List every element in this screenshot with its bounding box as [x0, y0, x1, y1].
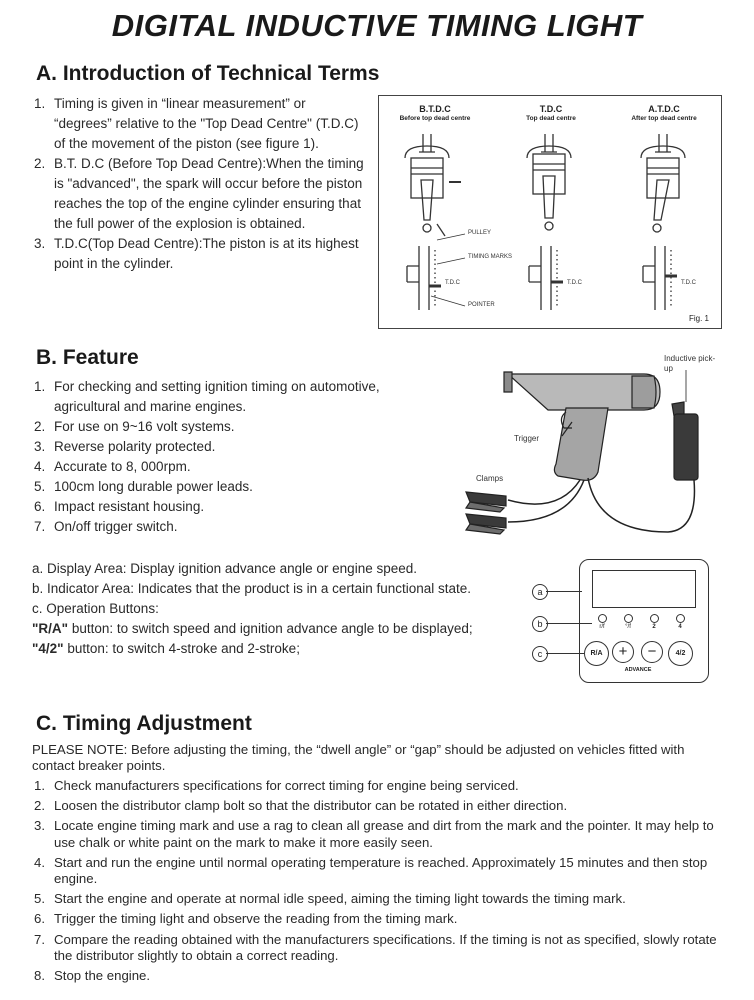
indicator-led [676, 614, 685, 623]
section-b-heading: B. Feature [36, 346, 139, 369]
section-c-note: PLEASE NOTE: Before adjusting the timing, the “dwell angle” or “gap” should be adjusted on vehicles fitted with contact breaker points. [32, 742, 685, 773]
callout-b: b [532, 616, 548, 632]
section-c-list [32, 778, 718, 984]
list-item: 1. Timing is given in “linear measurement” or “degrees” relative to the "Top Dead Centre" (T.D.C) of the movement of the piston (see figure 1). [34, 96, 359, 151]
indicator-label: 2 [652, 624, 656, 630]
timing-marks-label: TIMING MARKS [468, 254, 513, 260]
tdc-mark-label-1: T.D.C [445, 280, 460, 286]
callout-c-line [546, 653, 584, 654]
list-item: 4. Start and run the engine until normal operating temperature is reached. Approximately 15 minutes and then stop engine. [34, 854, 708, 887]
page-title: DIGITAL INDUCTIVE TIMING LIGHT [111, 8, 643, 43]
advance-label: ADVANCE [624, 667, 652, 673]
callout-a-line [546, 591, 582, 592]
pointer-label: POINTER [468, 302, 495, 308]
list-item: 6. Trigger the timing light and observe the reading from the timing mark. [34, 911, 458, 927]
42-button[interactable]: 4/2 [668, 641, 693, 666]
timing-gun-illustration [448, 352, 738, 552]
tdc-subtitle: Top dead centre [526, 115, 576, 122]
section-b-list [32, 377, 432, 537]
indicator-led [650, 614, 659, 623]
list-item: 2. For use on 9~16 volt systems. [34, 419, 235, 434]
callout-b-line [546, 623, 592, 624]
tdc-mark-label-2: T.D.C [567, 280, 582, 286]
list-item: 8. Stop the engine. [34, 968, 151, 984]
section-a-heading: A. Introduction of Technical Terms [36, 62, 380, 85]
42-button-line: "4/2" button: to switch 4-stroke and 2-stroke; [32, 641, 300, 656]
list-item: 7. Compare the reading obtained with the manufacturers specifications. If the timing is not as specified, slowly rotate the distributor slightly to obtain a correct reading. [34, 931, 717, 963]
list-item: 3. Locate engine timing mark and use a rag to clean all grease and dirt from the mark and the pointer. It may help to use chalk or white paint on the mark to make it more easily seen. [34, 818, 714, 850]
indicator-area [592, 614, 692, 636]
btdc-subtitle: Before top dead centre [399, 115, 471, 122]
list-item: 3. Reverse polarity protected. [34, 439, 216, 454]
indicator-led [598, 614, 607, 623]
pickup-label: Inductive pick-up [664, 354, 716, 373]
atdc-title: A.T.D.C [648, 104, 680, 114]
list-item: 1. For checking and setting ignition timing on automotive, agricultural and marine engines. [34, 379, 380, 414]
pulley-label: PULLEY [468, 230, 492, 236]
list-item: 2. Loosen the distributor clamp bolt so that the distributor can be rotated in either direction. [34, 798, 568, 814]
indicator-label: °/f [625, 624, 631, 630]
list-item: 7. On/off trigger switch. [34, 519, 178, 534]
tdc-mark-label-3: T.D.C [681, 280, 696, 286]
list-item: 1. Check manufacturers specifications for correct timing for engine being serviced. [34, 778, 519, 793]
clamps-label: Clamps [476, 474, 504, 483]
display-area [592, 570, 696, 608]
figure-caption: Fig. 1 [689, 314, 710, 323]
indicator-label: 4 [678, 624, 682, 630]
callout-a: a [532, 584, 548, 600]
btdc-title: B.T.D.C [419, 104, 451, 114]
list-item: 5. 100cm long durable power leads. [34, 479, 253, 494]
indicator-area-line: b. Indicator Area: Indicates that the product is in a certain functional state. [32, 581, 472, 596]
list-item: 6. Impact resistant housing. [34, 499, 205, 514]
timing-figure [378, 95, 722, 329]
indicator-led [624, 614, 633, 623]
list-item: 3. T.D.C(Top Dead Centre):The piston is at its highest point in the cylinder. [34, 236, 359, 271]
plus-button[interactable]: + [612, 641, 634, 663]
operation-buttons-line: c. Operation Buttons: [32, 601, 159, 616]
trigger-label: Trigger [514, 434, 540, 443]
list-item: 2. B.T. D.C (Before Top Dead Centre):When the timing is "advanced", the spark will occur before the piston reaches the top of the engine cylinder ensuring that the full power of the explosion is obtained. [34, 156, 364, 231]
list-item: 5. Start the engine and operate at normal idle speed, aiming the timing light towards the timing mark. [34, 891, 626, 907]
minus-button[interactable]: − [641, 641, 663, 663]
tdc-title: T.D.C [539, 104, 563, 114]
list-item: 4. Accurate to 8, 000rpm. [34, 459, 191, 474]
ra-button[interactable]: R/A [584, 641, 609, 666]
indicator-label: r/f [599, 624, 605, 630]
section-c-heading: C. Timing Adjustment [36, 712, 252, 735]
callout-c: c [532, 646, 548, 662]
display-area-line: a. Display Area: Display ignition advance angle or engine speed. [32, 561, 417, 576]
display-description [32, 559, 502, 659]
section-a-list [32, 94, 367, 274]
atdc-subtitle: After top dead centre [631, 115, 697, 122]
ra-button-line: "R/A" button: to switch speed and ignition advance angle to be displayed; [32, 621, 473, 636]
piston-diagram [379, 124, 721, 328]
